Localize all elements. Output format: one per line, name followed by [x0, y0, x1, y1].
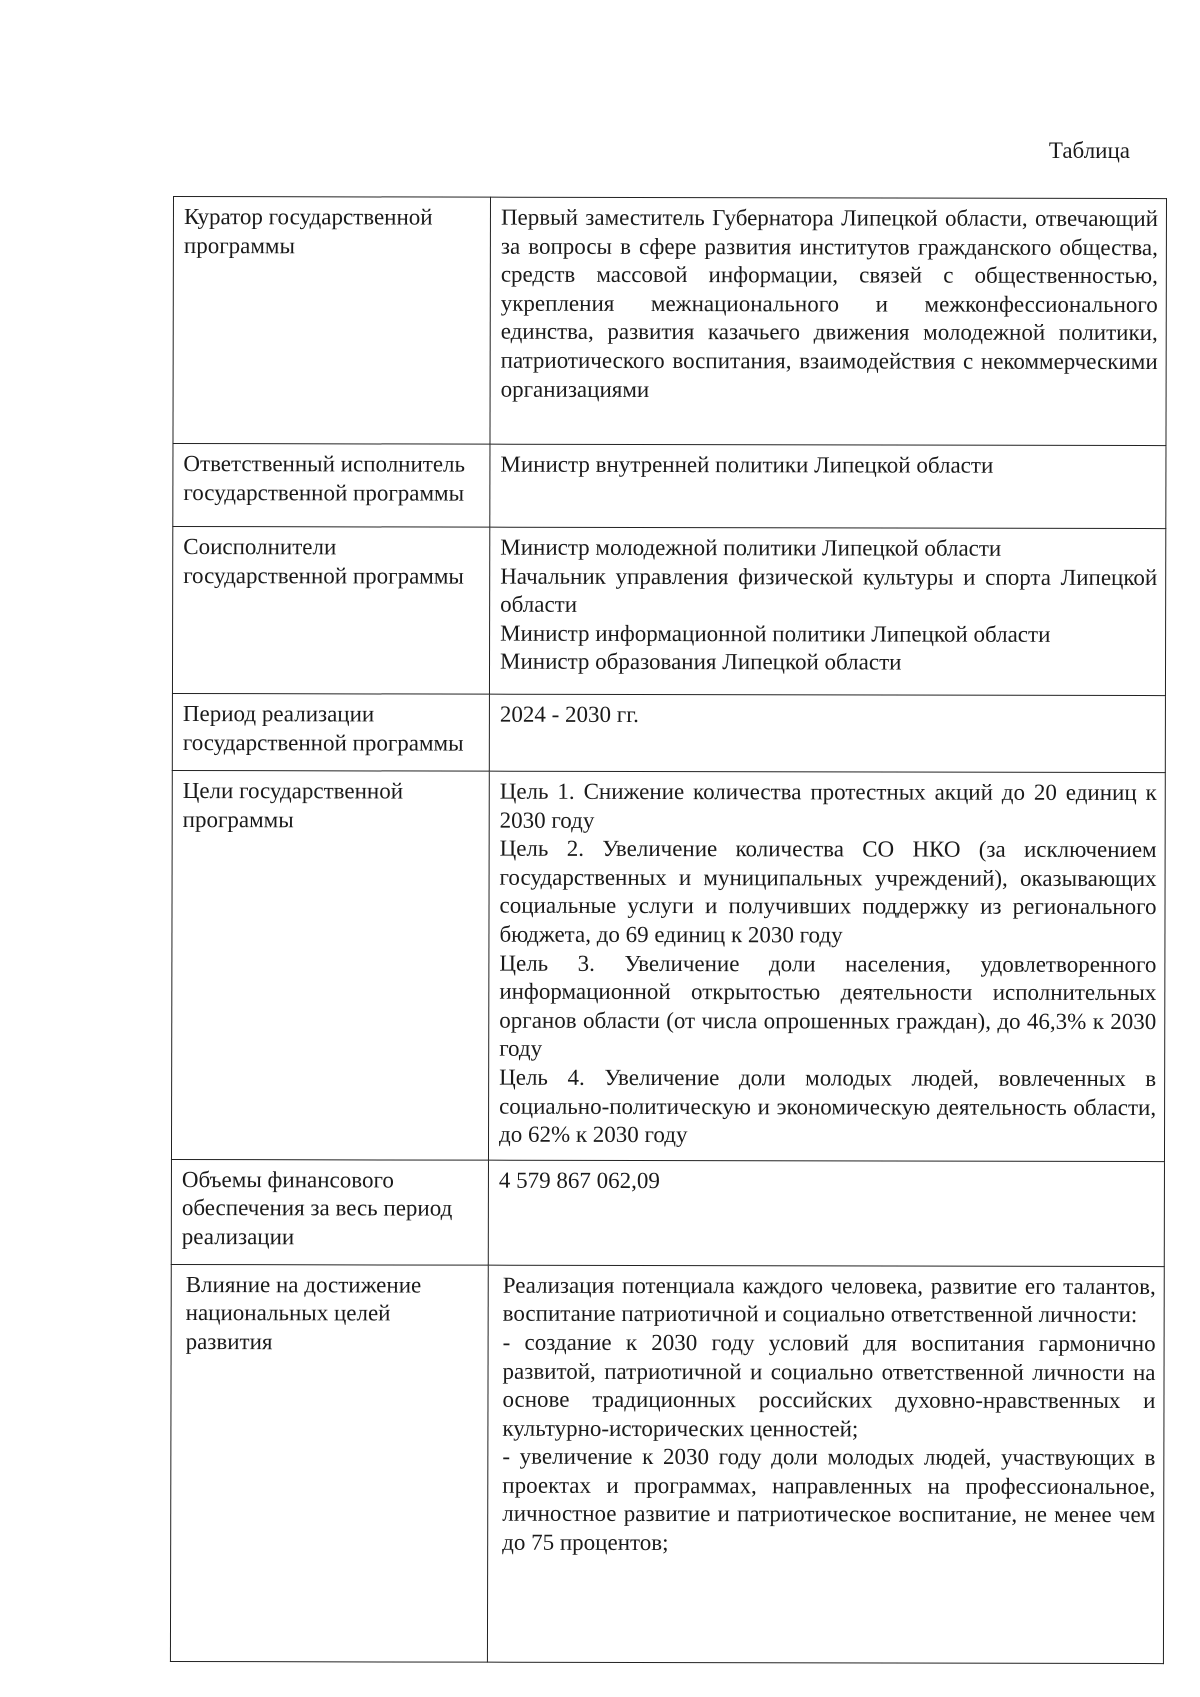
- value-paragraph: - создание к 2030 году условий для воспитания гармонично развитой, патриотичной и социально ответственной личности на основе традиционных российских духовно-нравственных и культурно-исторических ценностей;: [502, 1329, 1156, 1442]
- table-row-period: [172, 693, 1165, 772]
- row-label: Влияние на достижение национальных целей развития: [170, 1264, 488, 1662]
- value-paragraph: Министр внутренней политики Липецкой области: [500, 451, 994, 478]
- row-value: [490, 444, 1166, 528]
- table-row-national-goals-impact: [170, 1264, 1164, 1663]
- row-value: [488, 1160, 1164, 1266]
- value-paragraph: 2024 - 2030 гг.: [499, 701, 639, 727]
- program-passport-table: [170, 196, 1167, 1664]
- value-paragraph: 4 579 867 062,09: [498, 1167, 660, 1193]
- value-paragraph: Реализация потенциала каждого человека, развитие его талантов, воспитание патриотичной и социально ответственной личности:: [502, 1272, 1156, 1328]
- row-value: [489, 527, 1165, 695]
- goal-paragraph: Цель 1. Снижение количества протестных акций до 20 единиц к 2030 году: [499, 778, 1157, 833]
- value-paragraph: Первый заместитель Губернатора Липецкой области, отвечающий за вопросы в сфере развития институтов гражданского общества, средств массовой информации, связей с общественностью, укрепления межнационального и межконфессионального единства, развития казачьего движения молодежной политики, патриотического воспитания, взаимодействия с некоммерческими организациями: [500, 204, 1158, 402]
- row-value: [490, 197, 1167, 445]
- row-label: Объемы финансового обеспечения за весь период реализации: [171, 1159, 488, 1265]
- goal-paragraph: Цель 4. Увеличение доли молодых людей, вовлеченных в социально-политическую и экономическую деятельность области, до 62% к 2030 году: [499, 1064, 1157, 1148]
- table-row-responsible-executor: [173, 444, 1166, 529]
- table-row-co-executors: [172, 527, 1165, 696]
- value-paragraph: - увеличение к 2030 году доли молодых людей, участвующих в проектах и программах, направленных на профессиональное, личностное развитие и патриотическое воспитание, не менее чем до 75 процентов;: [502, 1443, 1156, 1556]
- row-label: Соисполнители государственной программы: [172, 527, 489, 695]
- value-paragraph: Министр образования Липецкой области: [499, 649, 902, 675]
- row-label: Цели государственной программы: [171, 770, 489, 1159]
- value-paragraph: Министр молодежной политики Липецкой области: [500, 534, 1002, 561]
- table-row-financing: [171, 1159, 1164, 1266]
- goal-paragraph: Цель 2. Увеличение количества СО НКО (за исключением государственных и муниципальных учреждений), оказывающих социальные услуги и получивших поддержку из регионального бюджета, до 69 единиц к 2030 году: [499, 835, 1157, 948]
- row-label: Куратор государственной программы: [173, 197, 491, 445]
- value-paragraph: Начальник управления физической культуры и спорта Липецкой области: [500, 563, 1158, 618]
- row-value: [488, 771, 1165, 1161]
- table-row-curator: [173, 197, 1167, 446]
- table-caption: Таблица: [1048, 138, 1130, 163]
- goal-paragraph: Цель 3. Увеличение доли населения, удовлетворенного информационной открытостью деятельности исполнительных органов области (от числа опрошенных граждан), до 46,3% к 2030 году: [499, 950, 1157, 1062]
- row-label: Ответственный исполнитель государственной программы: [173, 444, 490, 528]
- row-value: [489, 694, 1165, 772]
- row-label: Период реализации государственной программы: [172, 693, 489, 771]
- value-paragraph: Министр информационной политики Липецкой области: [500, 620, 1051, 647]
- row-value: [487, 1265, 1164, 1663]
- table-row-goals: [171, 770, 1165, 1161]
